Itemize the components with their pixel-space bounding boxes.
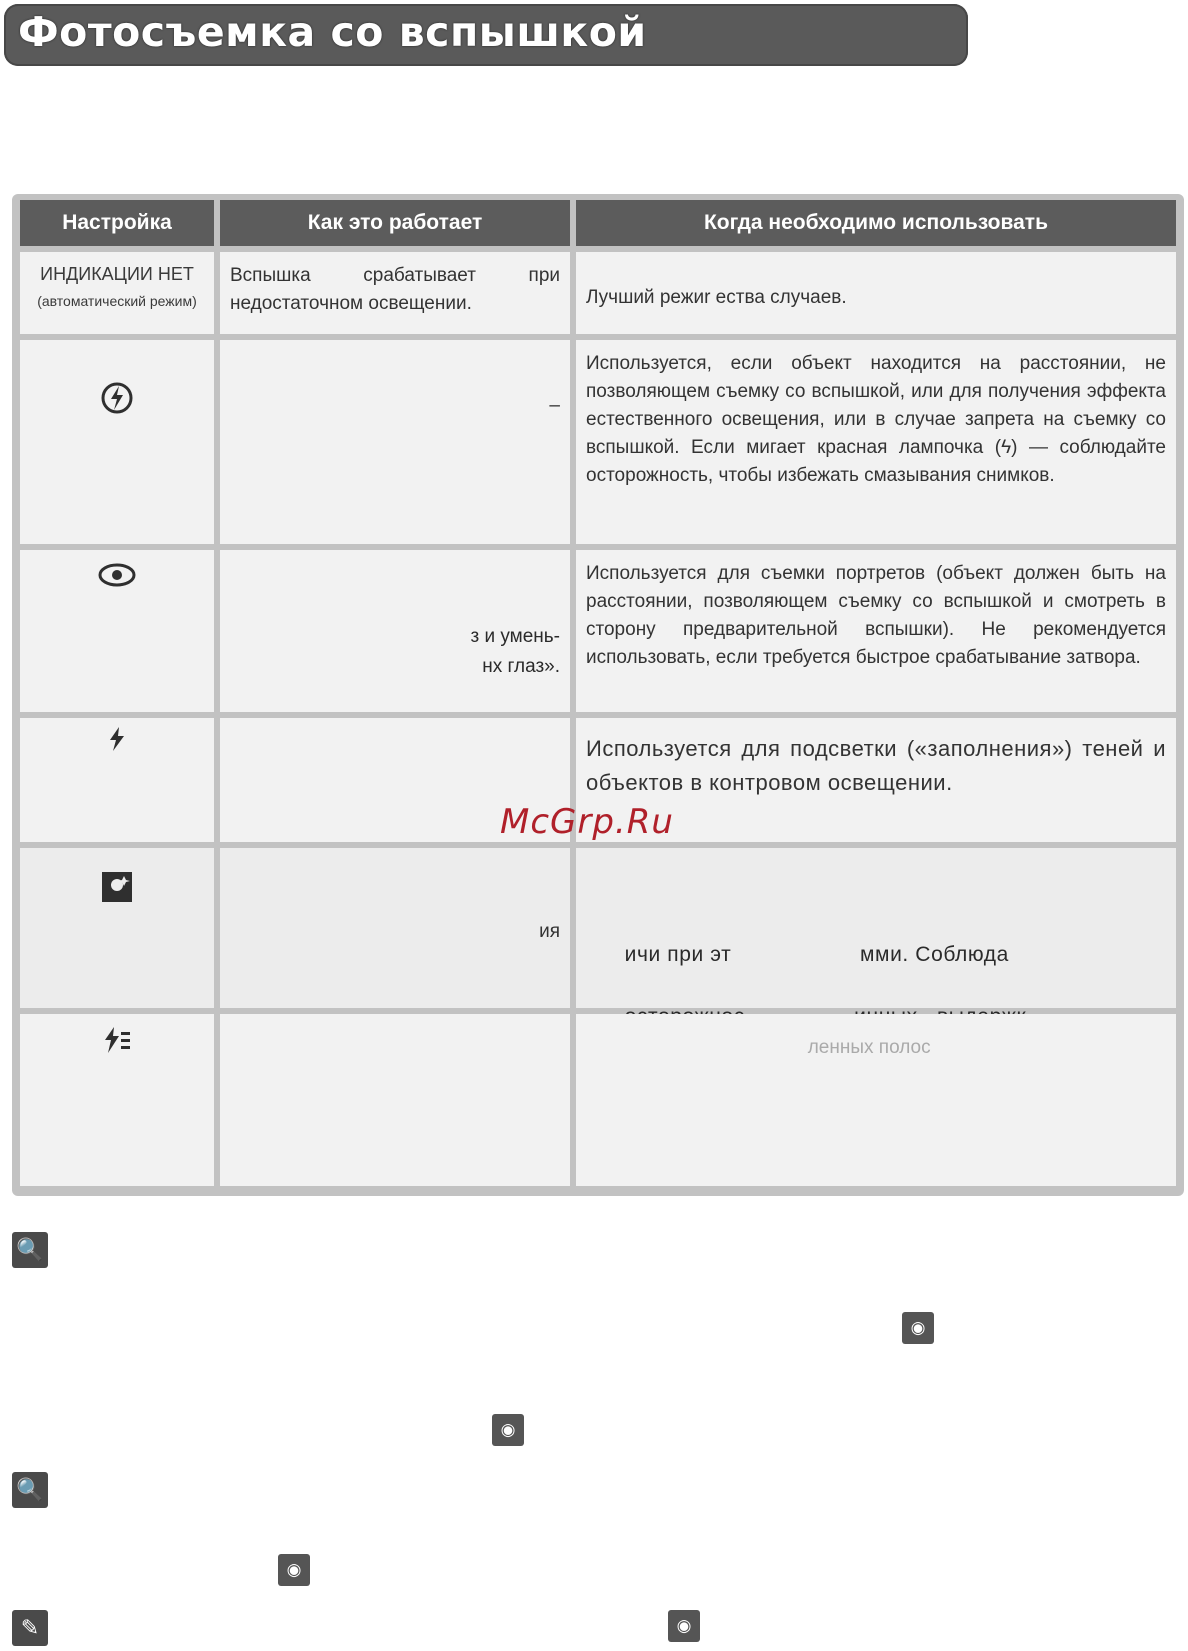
magnifier-note-icon: 🔍 [12, 1472, 48, 1508]
table-row-red-eye-how [220, 550, 570, 712]
table-row-auto-how: Вспышка срабатывает при недостаточном освещении. [220, 252, 570, 334]
table-row-slow-sync-setting [20, 1014, 214, 1186]
red-eye-icon [97, 562, 137, 588]
table-row-flash-off-how: – [220, 340, 570, 544]
setting-label: ИНДИКАЦИИ НЕТ [40, 264, 194, 284]
table-row-flash-off-when: Используется, если объект находится на расстоянии, не позволяющем съемку со вспышкой, или для получения эффекта естественного освещения, или в случае запрета на съемку со вспышкой. Если мигает красная лампочка (ϟ) — соблюдайте осторожность, чтобы избежать смазывания снимков. [576, 340, 1176, 544]
page-reference-icon[interactable]: ◉ [668, 1610, 700, 1642]
table-row-slow-sync-how [220, 1014, 570, 1186]
flash-on-icon [107, 726, 127, 752]
table-row-auto-setting [20, 252, 214, 334]
flash-off-icon [99, 380, 135, 416]
when-fragment-1: ичи при эт мми. Соблюда [624, 943, 1009, 966]
magnifier-note-icon: 🔍 [12, 1232, 48, 1268]
how-fragment-1: з и умень- [470, 626, 560, 647]
table-row-red-eye-setting [20, 550, 214, 712]
column-header-how: Как это работает [220, 200, 570, 246]
table-row-night-how: ия [220, 848, 570, 1008]
column-header-when: Когда необходимо использовать [576, 200, 1176, 246]
page-reference-icon[interactable]: ◉ [902, 1312, 934, 1344]
pencil-note-icon: ✎ [12, 1610, 48, 1646]
how-fragment-2: нх глаз». [482, 656, 560, 677]
page-reference-icon[interactable]: ◉ [278, 1554, 310, 1586]
table-row-night-when [576, 848, 1176, 1008]
table-row-auto-when: Лучший режиr ества случаев. [576, 252, 1176, 334]
table-row-fill-flash-when: Используется для подсветки («заполнения») теней и объектов в контровом освещении. [576, 718, 1176, 842]
night-portrait-icon [100, 870, 134, 904]
table-row-slow-sync-when: ленных полос [576, 1014, 1176, 1186]
page-title-bar [4, 4, 968, 66]
slow-sync-icon [102, 1026, 132, 1054]
table-row-fill-flash-setting [20, 718, 214, 842]
column-header-setting: Настройка [20, 200, 214, 246]
page-reference-icon[interactable]: ◉ [492, 1414, 524, 1446]
table-row-flash-off-setting [20, 340, 214, 544]
page-title: Фотосъемка со вспышкой [18, 8, 647, 56]
flash-modes-table [12, 194, 1184, 1196]
setting-sublabel: (автоматический режим) [37, 293, 197, 309]
table-row-night-setting [20, 848, 214, 1008]
watermark: McGrp.Ru [500, 802, 674, 842]
table-row-red-eye-when: Используется для съемки портретов (объект должен быть на расстоянии, позволяющем съемку со вспышкой и смотреть в сторону предварительной вспышки). Не рекомендуется использовать, если требуется быстрое срабатывание затвора. [576, 550, 1176, 712]
